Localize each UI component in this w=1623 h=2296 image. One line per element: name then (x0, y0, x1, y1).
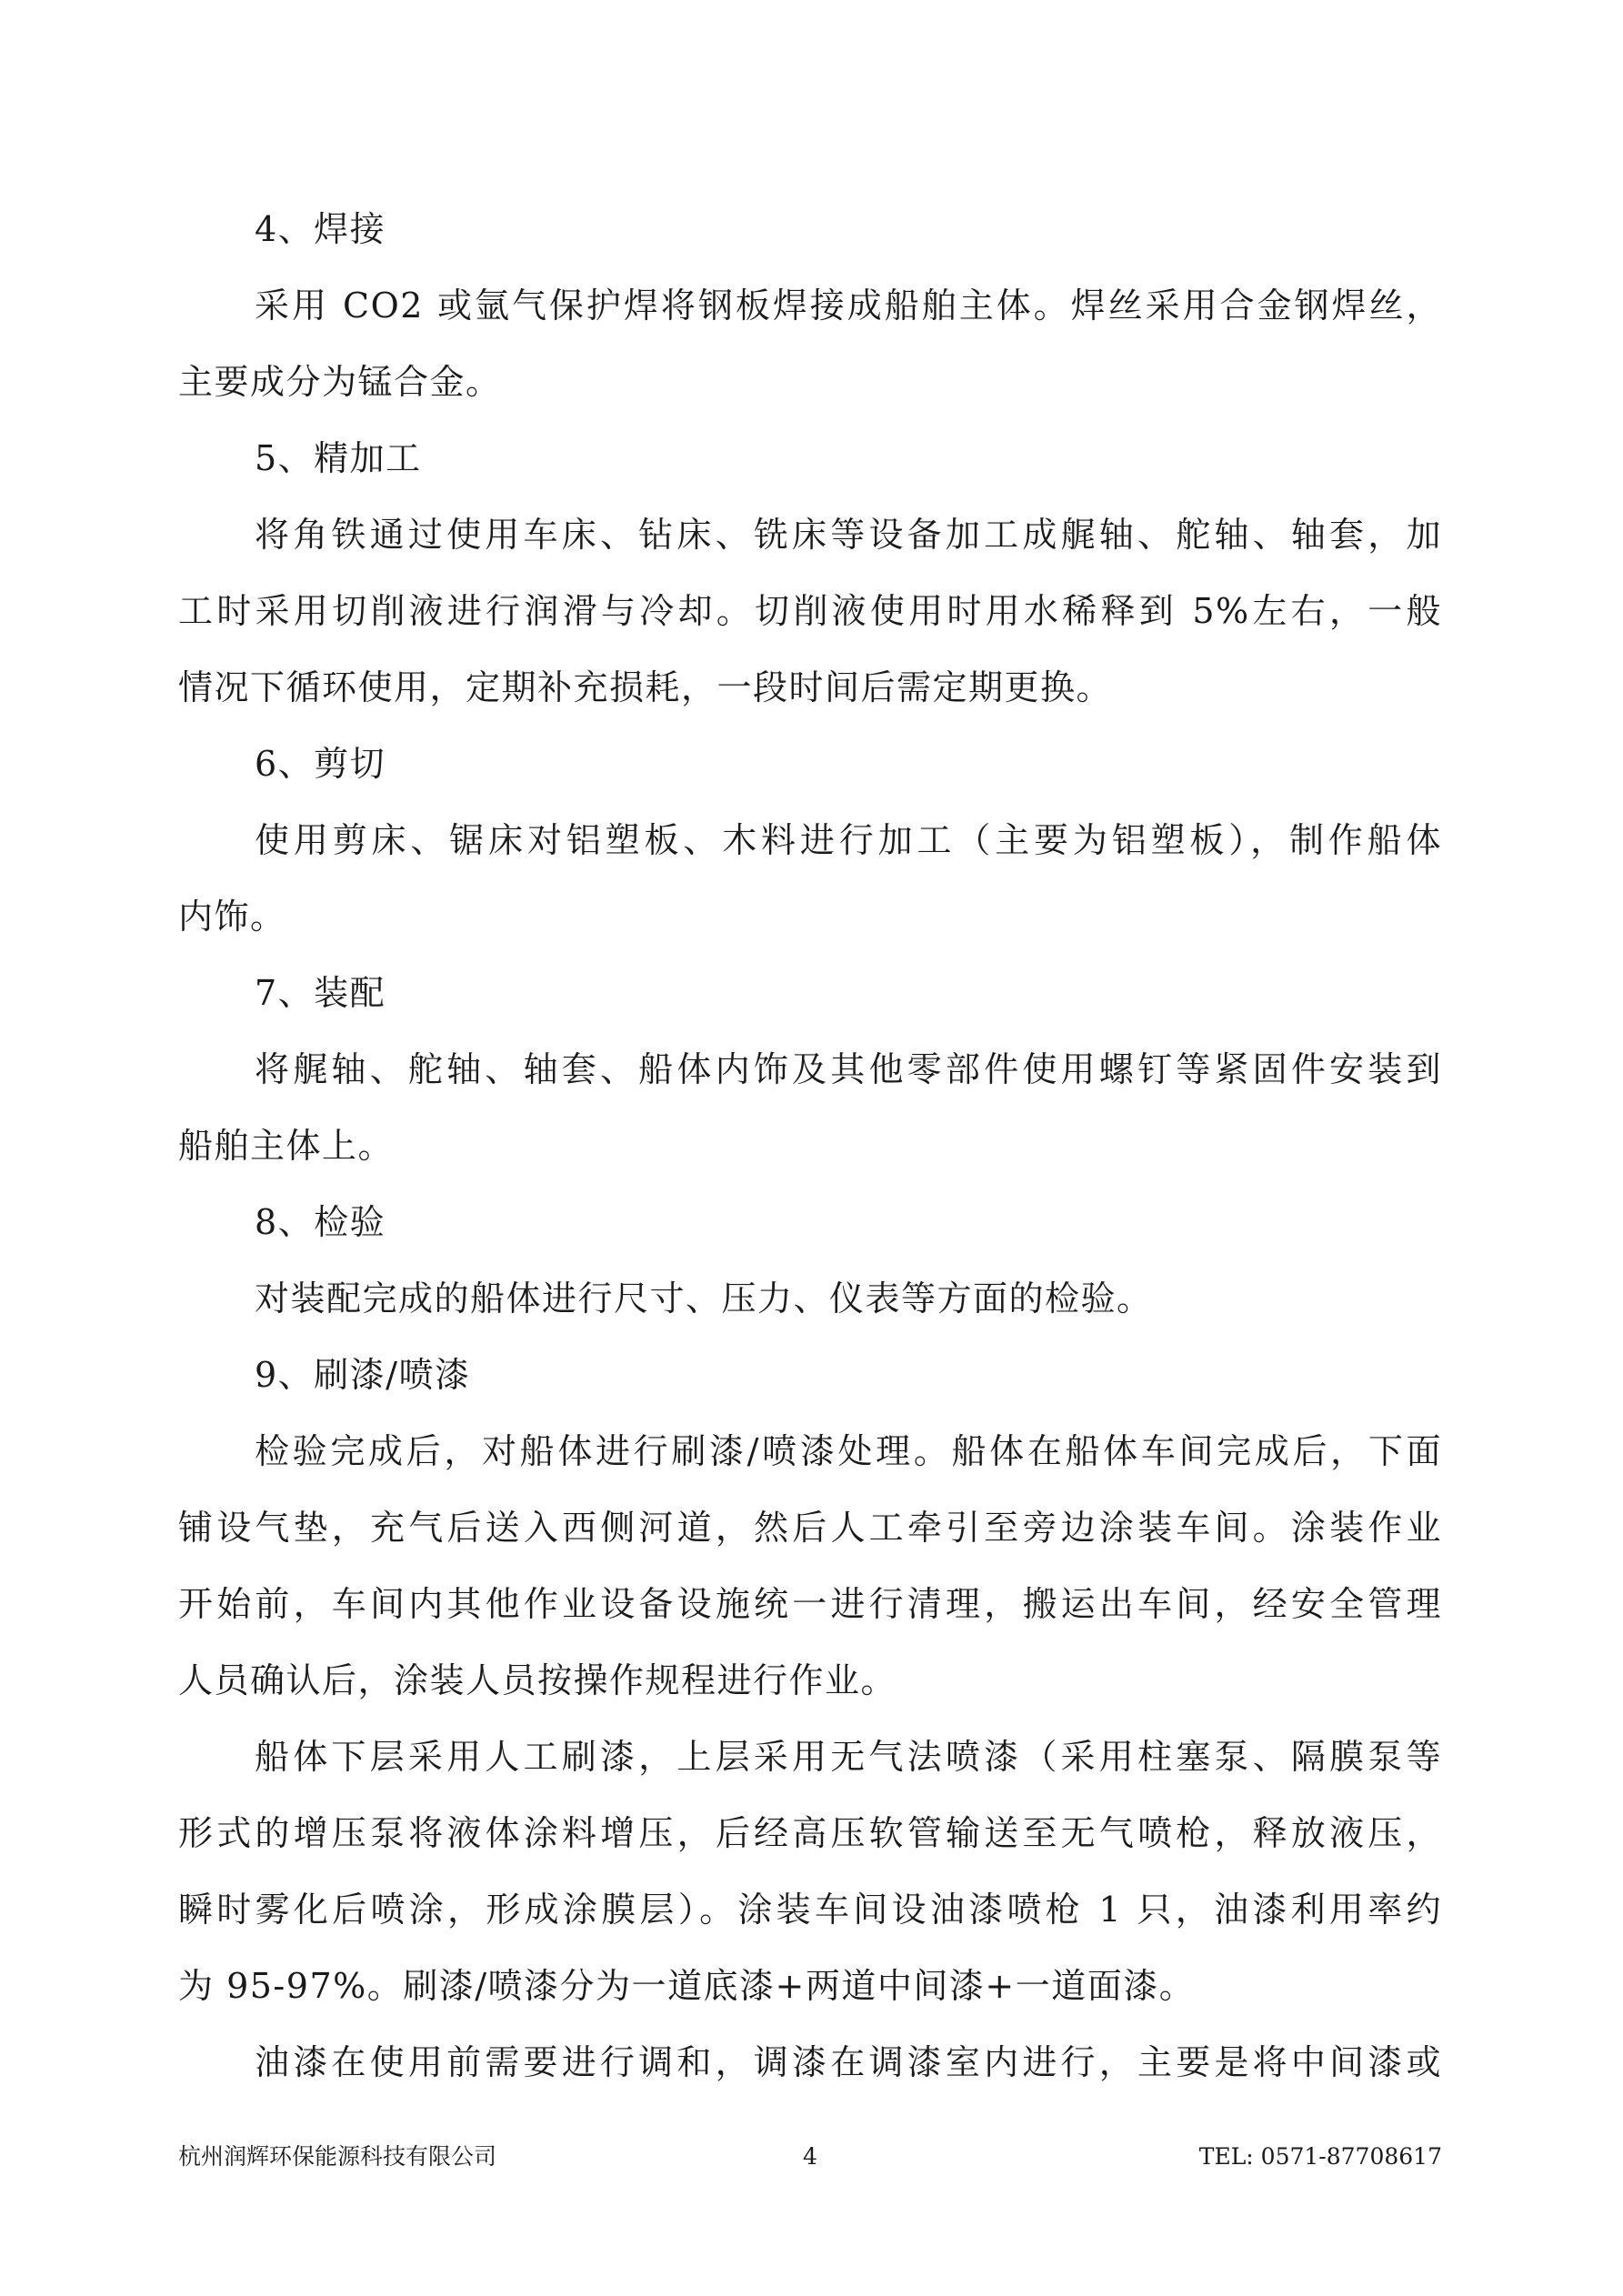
text-line: 6、剪切 (255, 744, 386, 784)
text-line: 情况下循环使用，定期补充损耗，一段时间后需定期更换。 (178, 667, 1113, 707)
page-footer (178, 2139, 1442, 2175)
text-line: 形式的增压泵将液体涂料增压，后经高压软管输送至无气喷枪，释放液压， (178, 1813, 1442, 1853)
text-line: 9、刷漆/喷漆 (255, 1355, 471, 1395)
text-line: 为 95-97%。刷漆/喷漆分为一道底漆+两道中间漆+一道面漆。 (178, 1966, 1196, 2006)
text-line: 瞬时雾化后喷涂，形成涂膜层）。涂装车间设油漆喷枪 1 只，油漆利用率约 (178, 1890, 1442, 1930)
text-line: 人员确认后，涂装人员按操作规程进行作业。 (178, 1660, 897, 1700)
text-line: 船舶主体上。 (178, 1126, 395, 1166)
text-line: 主要成分为锰合金。 (178, 362, 502, 402)
text-line: 油漆在使用前需要进行调和，调漆在调漆室内进行，主要是将中间漆或 (255, 2042, 1442, 2082)
text-line: 8、检验 (255, 1202, 386, 1242)
text-line: 铺设气垫，充气后送入西侧河道，然后人工牵引至旁边涂装车间。涂装作业 (178, 1508, 1442, 1548)
text-line: 检验完成后，对船体进行刷漆/喷漆处理。船体在船体车间完成后，下面 (255, 1431, 1442, 1471)
text-line: 7、装配 (255, 973, 386, 1013)
footer-page-number: 4 (803, 2143, 817, 2170)
text-line: 5、精加工 (255, 438, 422, 478)
text-line: 工时采用切削液进行润滑与冷却。切削液使用时用水稀释到 5%左右，一般 (178, 591, 1442, 631)
text-line: 内饰。 (178, 897, 286, 937)
footer-tel: TEL: 0571-87708617 (1198, 2143, 1442, 2170)
text-line: 将角铁通过使用车床、钻床、铣床等设备加工成艉轴、舵轴、轴套，加 (255, 515, 1442, 555)
text-line: 使用剪床、锯床对铝塑板、木料进行加工（主要为铝塑板），制作船体 (255, 820, 1442, 860)
text-line: 将艉轴、舵轴、轴套、船体内饰及其他零部件使用螺钉等紧固件安装到 (255, 1049, 1442, 1089)
text-line: 采用 CO2 或氩气保护焊将钢板焊接成船舶主体。焊丝采用合金钢焊丝， (255, 286, 1442, 326)
footer-company: 杭州润辉环保能源科技有限公司 (178, 2143, 497, 2170)
text-line: 4、焊接 (255, 209, 386, 249)
text-line: 开始前，车间内其他作业设备设施统一进行清理，搬运出车间，经安全管理 (178, 1584, 1442, 1624)
text-line: 对装配完成的船体进行尺寸、压力、仪表等方面的检验。 (255, 1278, 1153, 1318)
text-line: 船体下层采用人工刷漆，上层采用无气法喷漆（采用柱塞泵、隔膜泵等 (255, 1737, 1442, 1777)
document-body (178, 191, 1442, 2100)
